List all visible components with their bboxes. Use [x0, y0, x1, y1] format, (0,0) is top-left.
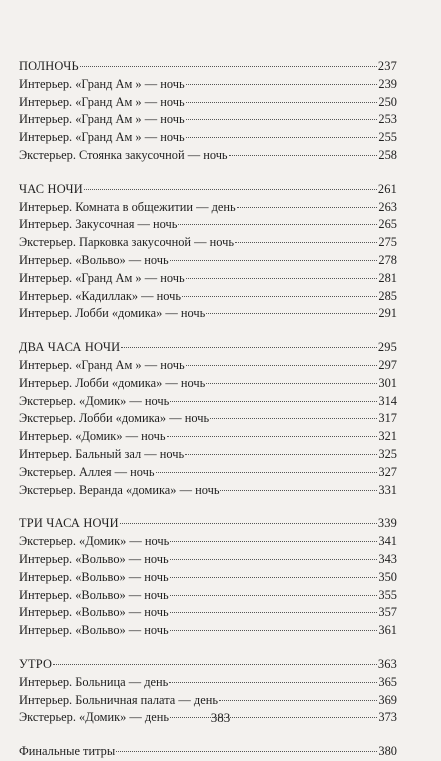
- toc-entry: [19, 428, 397, 446]
- section-heading: [19, 656, 397, 674]
- toc-entry: [19, 270, 397, 288]
- dot-leader: [169, 682, 377, 683]
- toc-entry-title: Экстерьер. Лобби «домика» — ночь: [19, 411, 210, 426]
- toc-entry-page: 297: [378, 357, 397, 372]
- section-heading-page: 261: [377, 181, 397, 196]
- toc-entry: [19, 551, 397, 569]
- toc-entry: [19, 375, 397, 393]
- dot-leader: [170, 612, 378, 613]
- section-heading-page: 295: [377, 340, 397, 355]
- section-heading-title: ДВА ЧАСА НОЧИ: [19, 340, 121, 355]
- toc-entry-title: Экстерьер. «Домик» — день: [19, 710, 170, 725]
- toc-entry-page: 314: [378, 393, 397, 408]
- dot-leader: [186, 278, 378, 279]
- dot-leader: [80, 66, 377, 67]
- toc-entry-page: 327: [378, 464, 397, 479]
- toc-entry-title: Интерьер. «Гранд Ам » — ночь: [19, 112, 185, 127]
- dot-leader: [235, 242, 377, 243]
- section-heading: [19, 339, 397, 357]
- section-heading: [19, 58, 397, 76]
- toc-entry: [19, 288, 397, 306]
- toc-entry-page: 321: [378, 429, 397, 444]
- dot-leader: [186, 119, 378, 120]
- toc-entry: [19, 464, 397, 482]
- toc-entry-page: 263: [378, 199, 397, 214]
- page-number: 383: [210, 710, 231, 725]
- toc-entry: [19, 533, 397, 551]
- section-heading-title: ЧАС НОЧИ: [19, 181, 83, 196]
- toc-section: [19, 339, 397, 499]
- toc-entry-page: 250: [378, 94, 397, 109]
- toc-entry-page: 291: [378, 306, 397, 321]
- dot-leader: [237, 207, 378, 208]
- toc-entry-page: 317: [378, 411, 397, 426]
- toc-entry-page: 301: [378, 375, 397, 390]
- toc-entry: [19, 482, 397, 500]
- toc-entry-page: 281: [378, 270, 397, 285]
- dot-leader: [186, 102, 378, 103]
- toc-entry-title: Интерьер. «Вольво» — ночь: [19, 605, 169, 620]
- toc-section: [19, 181, 397, 323]
- toc-section: [19, 58, 397, 165]
- dot-leader: [116, 751, 377, 752]
- toc-entry-title: Интерьер. Лобби «домика» — ночь: [19, 306, 206, 321]
- toc-entry: [19, 692, 397, 710]
- toc-entry-title: Экстерьер. «Домик» — ночь: [19, 393, 170, 408]
- toc-entry-page: 341: [378, 534, 397, 549]
- dot-leader: [170, 559, 378, 560]
- toc-entry: [19, 252, 397, 270]
- toc-entry-page: 285: [378, 288, 397, 303]
- toc-entry-title: Интерьер. «Вольво» — ночь: [19, 569, 169, 584]
- dot-leader: [186, 365, 378, 366]
- toc-entry-title: Интерьер. Бальный зал — ночь: [19, 446, 185, 461]
- toc-entry-page: 275: [378, 235, 397, 250]
- final-credits-entry: [19, 743, 397, 761]
- toc-entry-page: 278: [378, 252, 397, 267]
- section-heading-page: 339: [377, 516, 397, 531]
- final-credits-entry-page: 380: [378, 744, 397, 759]
- toc-entry: [19, 199, 397, 217]
- toc-entry-page: 258: [378, 147, 397, 162]
- dot-leader: [229, 155, 378, 156]
- toc-entry-title: Экстерьер. Веранда «домика» — ночь: [19, 482, 220, 497]
- toc-entry-page: 253: [378, 112, 397, 127]
- dot-leader: [53, 664, 377, 665]
- toc-entry-page: 365: [378, 674, 397, 689]
- section-heading: [19, 181, 397, 199]
- toc-entry-page: 357: [378, 605, 397, 620]
- toc-entry: [19, 674, 397, 692]
- toc-entry-page: 265: [378, 217, 397, 232]
- dot-leader: [156, 472, 378, 473]
- toc-entry: [19, 234, 397, 252]
- section-heading-title: УТРО: [19, 656, 53, 671]
- toc-entry-title: Интерьер. Комната в общежитии — день: [19, 199, 236, 214]
- toc-entry-title: Интерьер. «Вольво» — ночь: [19, 551, 169, 566]
- toc-entry-page: 255: [378, 130, 397, 145]
- table-of-contents: [19, 58, 397, 761]
- dot-leader: [185, 454, 377, 455]
- toc-entry: [19, 111, 397, 129]
- section-heading: [19, 515, 397, 533]
- toc-entry: [19, 604, 397, 622]
- toc-entry-page: 350: [378, 569, 397, 584]
- dot-leader: [186, 84, 378, 85]
- dot-leader: [170, 630, 378, 631]
- toc-entry: [19, 305, 397, 323]
- dot-leader: [178, 224, 377, 225]
- toc-entry-page: 239: [378, 76, 397, 91]
- section-heading-page: 237: [377, 59, 397, 73]
- dot-leader: [167, 436, 378, 437]
- dot-leader: [170, 401, 377, 402]
- toc-entry: [19, 76, 397, 94]
- dot-leader: [120, 523, 377, 524]
- toc-entry-page: 369: [378, 692, 397, 707]
- dot-leader: [170, 595, 378, 596]
- final-credits-entry-title: Финальные титры: [19, 744, 116, 759]
- toc-entry: [19, 410, 397, 428]
- toc-section: [19, 515, 397, 640]
- toc-entry-page: 343: [378, 551, 397, 566]
- toc-entry-title: Интерьер. «Домик» — ночь: [19, 429, 166, 444]
- toc-entry-page: 355: [378, 587, 397, 602]
- dot-leader: [219, 700, 377, 701]
- dot-leader: [121, 347, 377, 348]
- dot-leader: [182, 296, 377, 297]
- dot-leader: [170, 577, 378, 578]
- toc-entry: [19, 569, 397, 587]
- toc-entry-page: 361: [378, 623, 397, 638]
- toc-entry-title: Интерьер. «Гранд Ам » — ночь: [19, 270, 185, 285]
- toc-entry-title: Экстерьер. Парковка закусочной — ночь: [19, 235, 235, 250]
- toc-entry-title: Экстерьер. Стоянка закусочной — ночь: [19, 147, 228, 162]
- toc-entry-title: Интерьер. Больница — день: [19, 674, 169, 689]
- dot-leader: [84, 189, 377, 190]
- toc-entry-title: Интерьер. Больничная палата — день: [19, 692, 218, 707]
- toc-entry: [19, 147, 397, 165]
- toc-entry: [19, 94, 397, 112]
- toc-entry-page: 373: [378, 710, 397, 725]
- dot-leader: [206, 383, 377, 384]
- section-heading-title: ТРИ ЧАСА НОЧИ: [19, 516, 119, 531]
- toc-entry-title: Интерьер. «Кадиллак» — ночь: [19, 288, 182, 303]
- toc-entry-title: Интерьер. «Вольво» — ночь: [19, 623, 169, 638]
- toc-entry: [19, 446, 397, 464]
- toc-entry: [19, 216, 397, 234]
- toc-entry-page: 331: [378, 482, 397, 497]
- dot-leader: [186, 137, 378, 138]
- toc-entry: [19, 587, 397, 605]
- toc-entry-title: Интерьер. Закусочная — ночь: [19, 217, 178, 232]
- dot-leader: [170, 260, 378, 261]
- toc-entry-title: Интерьер. «Вольво» — ночь: [19, 587, 169, 602]
- toc-entry: [19, 129, 397, 147]
- toc-entry-title: Экстерьер. «Домик» — ночь: [19, 534, 170, 549]
- toc-entry-title: Интерьер. Лобби «домика» — ночь: [19, 375, 206, 390]
- toc-entry: [19, 622, 397, 640]
- section-heading-page: 363: [377, 656, 397, 671]
- section-heading-title: ПОЛНОЧЬ: [19, 59, 79, 73]
- toc-entry-title: Экстерьер. Аллея — ночь: [19, 464, 155, 479]
- dot-leader: [170, 541, 377, 542]
- final-credits: [19, 743, 397, 761]
- toc-entry: [19, 393, 397, 411]
- toc-entry: [19, 357, 397, 375]
- toc-entry-title: Интерьер. «Гранд Ам » — ночь: [19, 130, 185, 145]
- dot-leader: [220, 490, 377, 491]
- dot-leader: [206, 313, 377, 314]
- toc-entry-title: Интерьер. «Вольво» — ночь: [19, 252, 169, 267]
- toc-entry-page: 325: [378, 446, 397, 461]
- dot-leader: [210, 418, 377, 419]
- toc-entry-title: Интерьер. «Гранд Ам » — ночь: [19, 76, 185, 91]
- toc-entry-title: Интерьер. «Гранд Ам » — ночь: [19, 357, 185, 372]
- toc-entry-title: Интерьер. «Гранд Ам » — ночь: [19, 94, 185, 109]
